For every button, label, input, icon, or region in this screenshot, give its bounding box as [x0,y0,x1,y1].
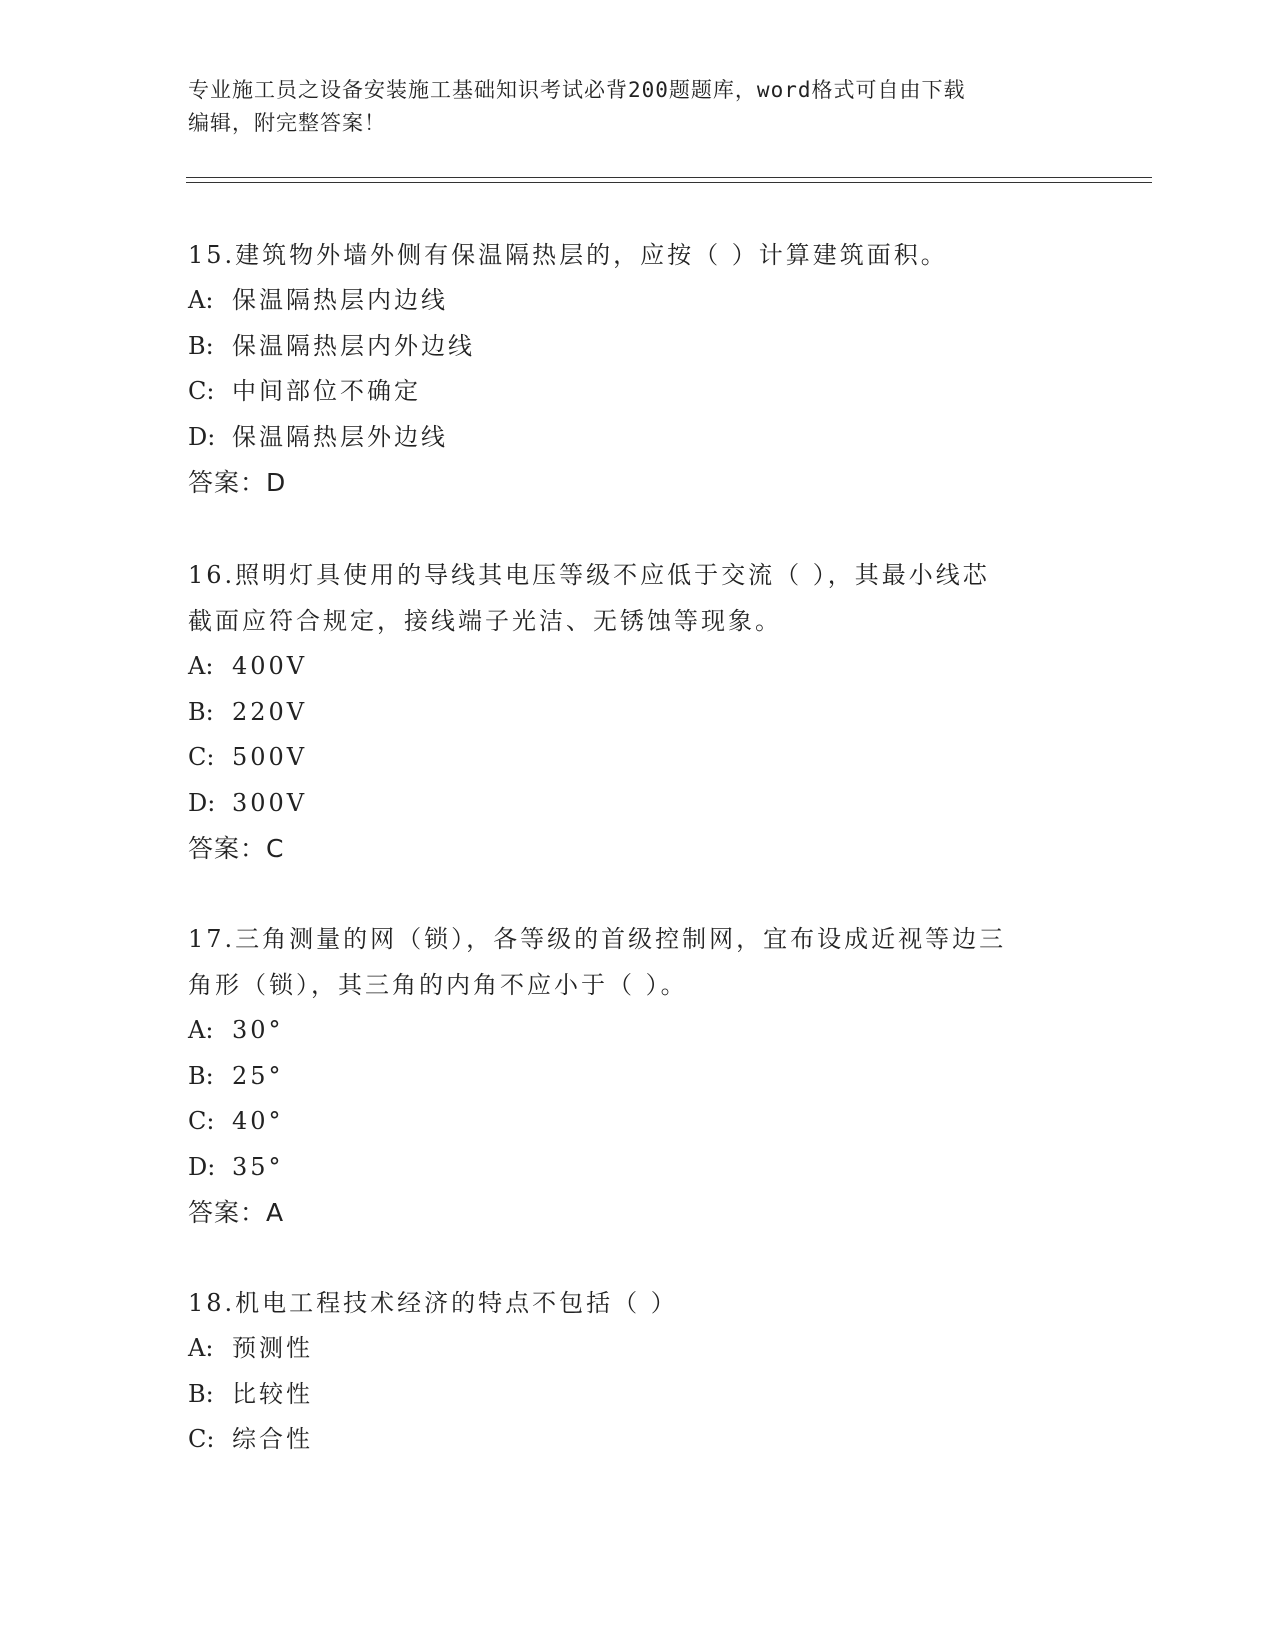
option-text: 300V [232,788,308,817]
option-key: A: [188,286,214,314]
option-text: 500V [232,743,308,771]
option-a [188,1326,1088,1372]
option-key: C: [188,1107,215,1135]
option-b [188,1054,1088,1100]
option-text: 比较性 [232,1379,313,1408]
option-key: B: [188,697,214,726]
question-stem-line: 16.照明灯具使用的导线其电压等级不应低于交流（ ），其最小线芯 [188,561,990,589]
question-stem-line: 角形（锁），其三角的内角不应小于（ ）。 [188,971,688,999]
answer-line: 答案：A [188,1198,285,1227]
answer-line: 答案：D [188,468,287,497]
header-line-1: 专业施工员之设备安装施工基础知识考试必背200题题库，word格式可自由下载 [188,78,966,102]
option-key: B: [188,331,214,360]
option-text: 预测性 [232,1334,313,1362]
option-key: C: [188,377,215,405]
option-text: 保温隔热层内外边线 [232,331,475,360]
question-15 [188,232,1088,506]
option-c [188,1099,1088,1145]
option-b [188,324,1088,370]
question-18 [188,1280,1088,1463]
option-key: B: [188,1379,214,1408]
option-text: 400V [232,652,308,680]
option-c [188,1417,1088,1463]
header-divider-top [186,177,1152,178]
option-key: A: [188,1334,214,1362]
option-text: 220V [232,697,308,726]
document-header [188,74,1088,140]
option-key: C: [188,1425,215,1453]
header-divider-bottom [186,182,1152,183]
option-text: 30° [232,1016,284,1044]
option-b [188,690,1088,736]
option-d [188,781,1088,827]
option-text: 35° [232,1152,284,1181]
question-stem-line: 18.机电工程技术经济的特点不包括（ ） [188,1289,678,1317]
option-d [188,415,1088,461]
option-text: 保温隔热层内边线 [232,286,448,314]
question-stem-line: 17.三角测量的网（锁），各等级的首级控制网，宜布设成近视等边三 [188,925,1007,953]
option-a [188,1008,1088,1054]
option-key: B: [188,1061,214,1090]
option-key: A: [188,652,214,680]
option-text: 25° [232,1061,284,1090]
option-key: D: [188,788,216,817]
option-key: C: [188,743,215,771]
option-b [188,1372,1088,1418]
option-a [188,278,1088,324]
option-c [188,369,1088,415]
option-a [188,644,1088,690]
question-stem-line: 15.建筑物外墙外侧有保温隔热层的，应按（ ）计算建筑面积。 [188,241,948,269]
question-stem-line: 截面应符合规定，接线端子光洁、无锈蚀等现象。 [188,607,782,635]
option-key: A: [188,1016,214,1044]
option-c [188,735,1088,781]
option-text: 保温隔热层外边线 [232,422,448,451]
option-text: 40° [232,1107,284,1135]
option-d [188,1145,1088,1191]
question-16 [188,552,1088,872]
option-text: 综合性 [232,1425,313,1453]
option-key: D: [188,1152,216,1181]
option-text: 中间部位不确定 [232,377,421,405]
header-line-2: 编辑，附完整答案！ [188,111,386,135]
question-17 [188,916,1088,1236]
option-key: D: [188,422,216,451]
answer-line: 答案：C [188,834,285,863]
